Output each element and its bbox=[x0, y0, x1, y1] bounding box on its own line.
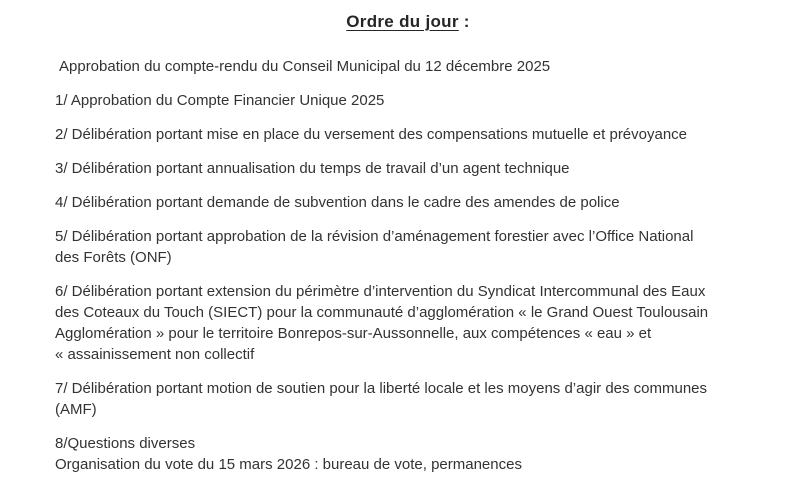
page-title-colon: : bbox=[458, 12, 470, 31]
agenda-item-line: Agglomération » pour le territoire Bonrepos-sur-Aussonnelle, aux compétences « eau » et bbox=[55, 325, 652, 342]
agenda-item-line: des Coteaux du Touch (SIECT) pour la communauté d’agglomération « le Grand Ouest Toulousain bbox=[55, 304, 709, 321]
agenda-item-3 bbox=[55, 158, 776, 179]
intro-line: Approbation du compte-rendu du Conseil Municipal du 12 décembre 2025 bbox=[59, 58, 551, 75]
agenda-item-7 bbox=[55, 378, 776, 420]
agenda-item-5 bbox=[55, 226, 776, 268]
agenda-item-line: 3/ Délibération portant annualisation du temps de travail d’un agent technique bbox=[55, 160, 570, 177]
agenda-item-6 bbox=[55, 281, 776, 365]
agenda-item-line: des Forêts (ONF) bbox=[55, 249, 172, 266]
agenda-item-line: « assainissement non collectif bbox=[55, 346, 255, 363]
page-title bbox=[55, 11, 761, 33]
agenda-item-line: 5/ Délibération portant approbation de la révision d’aménagement forestier avec l’Office National bbox=[55, 228, 694, 245]
agenda-item-2 bbox=[55, 124, 776, 145]
agenda-item-line: 7/ Délibération portant motion de soutien pour la liberté locale et les moyens d’agir des communes bbox=[55, 380, 708, 397]
agenda-item-line: 8/Questions diverses bbox=[55, 435, 196, 452]
agenda-item-4 bbox=[55, 192, 776, 213]
agenda-item-1 bbox=[55, 90, 776, 111]
agenda-item-line: (AMF) bbox=[55, 401, 97, 418]
page-title-text: Ordre du jour bbox=[346, 12, 459, 31]
agenda-item-line: 4/ Délibération portant demande de subvention dans le cadre des amendes de police bbox=[55, 194, 620, 211]
agenda-item-line: 2/ Délibération portant mise en place du versement des compensations mutuelle et prévoyance bbox=[55, 126, 688, 143]
footer-line: Organisation du vote du 15 mars 2026 : bureau de vote, permanences bbox=[55, 456, 522, 473]
agenda-item-8 bbox=[55, 433, 776, 454]
agenda-item-line: 1/ Approbation du Compte Financier Unique 2025 bbox=[55, 92, 385, 109]
agenda-item-line: 6/ Délibération portant extension du périmètre d’intervention du Syndicat Intercommunal des Eaux bbox=[55, 283, 706, 300]
